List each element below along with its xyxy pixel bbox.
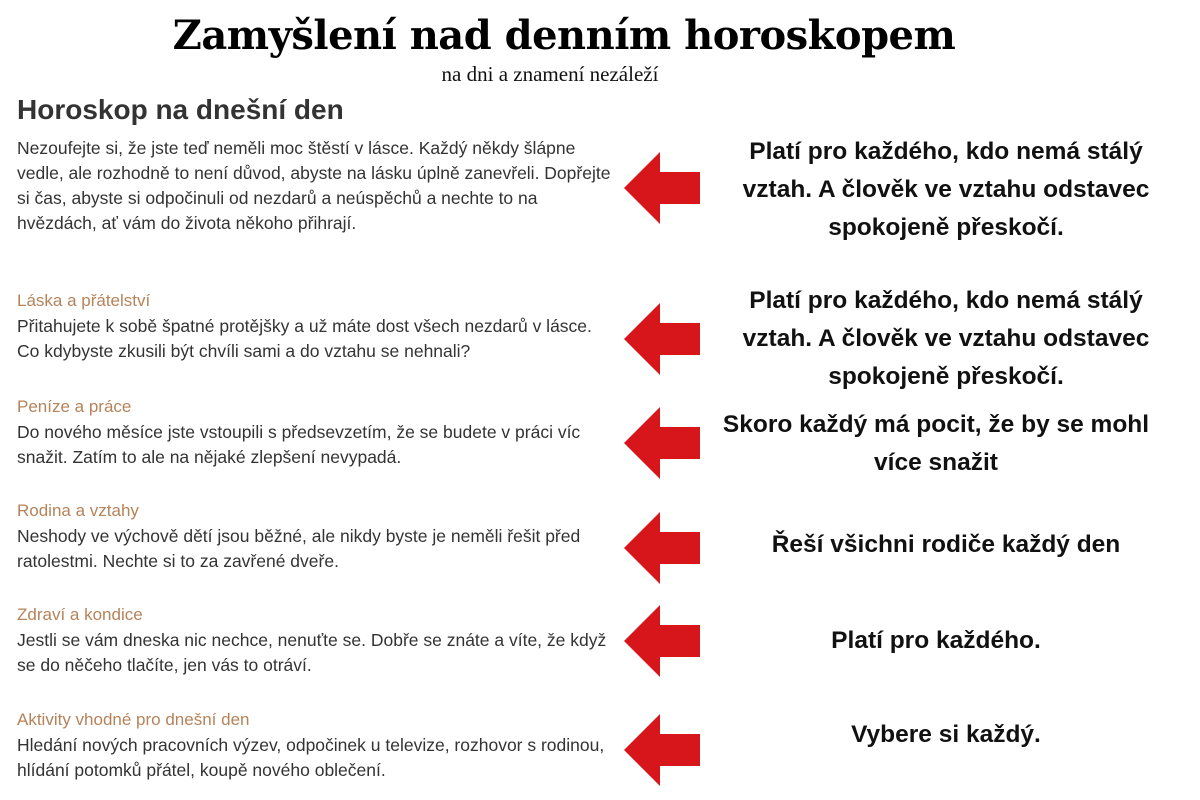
left-arrow-icon (622, 150, 702, 226)
section-text: Jestli se vám dneska nic nechce, nenuťte se. Dobře se znáte a víte, že když se do něčeho tlačíte, jen vás to otráví. (17, 630, 607, 675)
horoscope-section-money (17, 396, 617, 470)
section-category: Rodina a vztahy (17, 501, 139, 520)
left-arrow-icon (622, 510, 702, 586)
horoscope-intro-block (17, 136, 617, 236)
horoscope-intro-text: Nezoufejte si, že jste teď neměli moc štěstí v lásce. Každý někdy šlápne vedle, ale rozhodně to není důvod, abyste na lásku úplně zanevřeli. Dopřejte si čas, abyste si odpočinuli od nezdarů a neúspěchů a nechte to na hvězdách, ať vám do života někoho přihrají. (17, 138, 611, 233)
section-text: Neshody ve výchově dětí jsou běžné, ale nikdy byste je neměli řešit před ratolestmi. Nechte si to za zavřené dveře. (17, 526, 581, 571)
section-text: Hledání nových pracovních výzev, odpočinek u televize, rozhovor s rodinou, hlídání potomků přátel, koupě nového oblečení. (17, 735, 605, 780)
horoscope-section-health (17, 604, 617, 678)
left-arrow-icon (622, 603, 702, 679)
comment-text: Platí pro každého. (831, 627, 1041, 654)
horoscope-section-love (17, 290, 617, 364)
section-category: Láska a přátelství (17, 291, 151, 310)
infographic-title: Zamyšlení nad denním horoskopem (172, 12, 956, 59)
horoscope-heading: Horoskop na dnešní den (17, 94, 344, 125)
comment-text: Platí pro každého, kdo nemá stálý vztah. A člověk ve vztahu odstavec spokojeně přeskočí. (742, 138, 1150, 241)
left-arrow-icon (622, 405, 702, 481)
comment-text: Platí pro každého, kdo nemá stálý vztah. A člověk ve vztahu odstavec spokojeně přeskočí. (742, 287, 1150, 390)
horoscope-section-activities (17, 709, 617, 783)
section-text: Přitahujete k sobě špatné protějšky a už máte dost všech nezdarů v lásce. Co kdybyste zkusili být chvíli sami a do vztahu se nehnali? (17, 316, 592, 361)
section-text: Do nového měsíce jste vstoupili s předsevzetím, že se budete v práci víc snažit. Zatím to ale na nějaké zlepšení nevypadá. (17, 422, 581, 467)
left-arrow-icon (622, 712, 702, 788)
left-arrow-icon (622, 301, 702, 377)
comment-text: Vybere si každý. (851, 721, 1041, 748)
section-category: Zdraví a kondice (17, 605, 143, 624)
infographic-subtitle: na dni a znamení nezáleží (441, 62, 659, 86)
comment-text: Skoro každý má pocit, že by se mohl více snažit (722, 411, 1150, 476)
comment-text: Řeší všichni rodiče každý den (771, 531, 1121, 558)
section-category: Aktivity vhodné pro dnešní den (17, 710, 250, 729)
horoscope-section-family (17, 500, 617, 574)
section-category: Peníze a práce (17, 397, 132, 416)
